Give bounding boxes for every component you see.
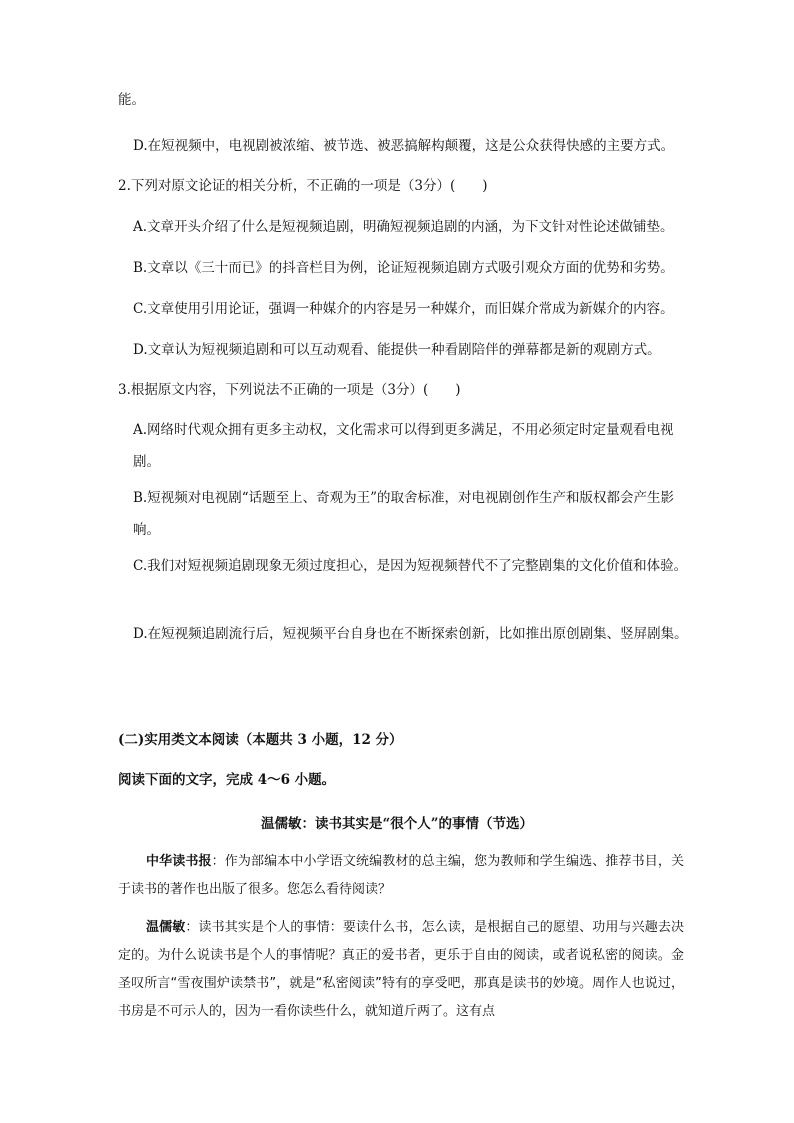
q3-option-a: A.网络时代观众拥有更多主动权，文化需求可以得到更多满足，不用必须定时定量观看电视剧。 <box>133 422 674 470</box>
speaker-label: 温儒敏 <box>146 920 186 935</box>
interview-answer <box>118 914 684 1026</box>
article-title: 温儒敏：读书其实是“很个人”的事情（节选） <box>260 816 534 832</box>
q2-option-b: B.文章以《三十而已》的抖音栏目为例，论证短视频追剧方式吸引观众方面的优势和劣势。 <box>133 260 674 276</box>
q2-stem: 2.下列对原文论证的相关分析，不正确的一项是（3分）( ) <box>118 178 488 194</box>
q1-option-d: D.在短视频中，电视剧被浓缩、被节选、被恶搞解构颠覆，这是公众获得快感的主要方式。 <box>133 138 675 154</box>
speaker-label: 中华读书报 <box>146 854 212 869</box>
reading-instruction: 阅读下面的文字，完成 4～6 小题。 <box>118 772 336 788</box>
interview-question <box>118 848 684 904</box>
q3-stem: 3.根据原文内容，下列说法不正确的一项是（3分）( ) <box>118 382 461 398</box>
answer-text: ：读书其实是个人的事情：要读什么书，怎么读，是根据自己的愿望、功用与兴趣去决定的。为什么说读书是个人的事情呢？真正的爱书者，更乐于自由的阅读，或者说私密的阅读。金圣叹所言“雪夜围炉读禁书”，就是“私密阅读”特有的享受吧，那真是读书的妙境。周作人也说过，书房是不可示人的，因为一看你读些什么，就知道斤两了。这有点 <box>118 920 684 1019</box>
q3-option-d: D.在短视频追剧流行后，短视频平台自身也在不断探索创新，比如推出原创剧集、竖屏剧集。 <box>133 626 688 642</box>
q3-option-b: B.短视频对电视剧“话题至上、奇观为王”的取舍标准，对电视剧创作生产和版权都会产生影响。 <box>133 490 675 538</box>
q1-continuation: 能。 <box>118 92 145 108</box>
section-heading: (二)实用类文本阅读（本题共 3 小题，12 分） <box>118 732 403 748</box>
q2-option-c: C.文章使用引用论证，强调一种媒介的内容是另一种媒介，而旧媒介常成为新媒介的内容。 <box>133 301 674 317</box>
q3-option-c: C.我们对短视频追剧现象无须过度担心，是因为短视频替代不了完整剧集的文化价值和体验。 <box>133 558 688 574</box>
q2-option-a: A.文章开头介绍了什么是短视频追剧，明确短视频追剧的内涵，为下文针对性论述做铺垫。 <box>133 219 674 235</box>
q2-option-d: D.文章认为短视频追剧和可以互动观看、能提供一种看剧陪伴的弹幕都是新的观剧方式。 <box>133 342 661 358</box>
question-text: ：作为部编本中小学语文统编教材的总主编，您为教师和学生编选、推荐书目，关于读书的著作也出版了很多。您怎么看待阅读？ <box>118 854 684 897</box>
